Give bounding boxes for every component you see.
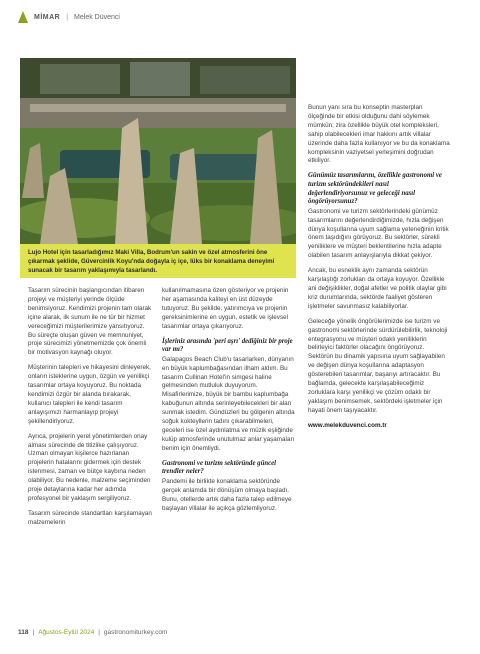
body-column-3 xyxy=(308,104,450,437)
column1-paragraph: Tasarım sürecinde standartları karşılamayan malzemelerin xyxy=(28,509,152,526)
hotel-villa-photo xyxy=(20,58,296,244)
page-number: 118 xyxy=(18,629,29,636)
section-title: MİMAR xyxy=(34,13,61,21)
column1-paragraph: Ayrıca, projelerin yerel yönetimlerden onay alması sürecinde de titizlike çalışıyoruz. Uzman olmayan kişilerce hazırlanan projelerin hatalarını gidermek için destek istenmesi, zaman ve bütçe kaybına neden olabiliyor. Bu nedenle, malzeme seçiminden proje detaylarına kadar her adımda profesyonel bir yaklaşım sergiliyoruz. xyxy=(28,432,151,502)
interview-question: İşleriniz arasında 'peri aşrı' dediğiniz bir proje var mı? xyxy=(162,337,293,354)
issue-date: Ağustos-Eylül 2024 xyxy=(38,629,95,636)
body-column-1 xyxy=(28,287,152,534)
column1-paragraph: Müşterinin talepleri ve hikayesini dinleyerek, onların isteklerine uygun, özgün ve yenilikçi tasarımlar ortaya koyuyoruz. Bu noktada kendimizi özgür bir alanda bırakarak, kullanıcı talepleri ile kendi tasarım anlayışımızı harmanlayıp projeyi şekillendiriyoruz. xyxy=(28,364,151,425)
interview-question: Gastronomi ve turizm sektöründe güncel trendler neler? xyxy=(162,459,277,476)
magazine-website[interactable]: gastronomiturkey.com xyxy=(103,629,168,636)
interview-question: Günümüz tasarımlarını, özellikle gastronomi ve turizm sektöründekileri nasıl değerlendiriyorsunuz ve geleceği nasıl öngörüyorsunuz? xyxy=(308,172,442,206)
header-separator: | xyxy=(66,13,69,21)
column3-paragraph: Bunun yanı sıra bu konseptin masterplan ölçeğinde bir etkisi olduğunu dahi söylemek mümkün; zira özellikle büyük otel kompleksleri, sahip olabilecekleri imar hakkını artık villalar üzerinde daha fazla kullanıyor ve bu da konaklama kompleksinin vaziyetsel yerleşimini doğrudan etkiliyor. xyxy=(308,104,450,165)
page-header xyxy=(18,11,120,23)
column2-paragraph: kullanılmamasına özen gösteriyor ve projenin her aşamasında kaliteyi en üst düzeyde tutuyoruz. Bu şekilde, yatırımcıya ve projenin gereksinimlerine en uygun, estetik ve işlevsel tasarımlar ortaya çıkarıyoruz. xyxy=(162,287,289,330)
column2-paragraph: Pandemi ile birlikte konaklama sektöründe gerçek anlamda bir dönüşüm olmaya başladı. Bunu, otellerde artık daha fazla talep edilmeye başlayan villalar ile açıkça gözlemliyoruz. xyxy=(162,477,292,512)
hotel-photo-illustration xyxy=(20,58,296,244)
column3-paragraph: Gastronomi ve turizm sektörlerindeki günümüz tasarımlarını değerlendirdiğimizde, hızla değişen dünya koşullarına uyum sağlama yeteneğinin kritik önem taşıdığını görüyoruz. Bu sektörler, sürekli yeniliklere ve müşteri beklentilerine hızla adapte olabilen tasarım anlayışlarıyla dikkat çekiyor. xyxy=(308,207,449,260)
footer-separator: | xyxy=(32,629,35,636)
body-column-2 xyxy=(162,287,296,520)
column1-paragraph: Tasarım sürecinin başlangıcından itibaren projeyi ve müşteriyi yerinde ölçüde benimsiyoruz. Kendimizi projenin tam olarak içine alarak, ilk sunum ile ne tür bir hizmet vereceğimizi müşterilerimize yansıtıyoruz. Bu süreçte oluşan güven ve memnuniyet, proje sürecimizi yönetmemizde çok önemli bir motivasyon kaynağı oluyor. xyxy=(28,287,152,357)
photo-caption: Lujo Hotel için tasarladığımız Maki Villa, Bodrum'un sakin ve özel atmosferini öne çıkarmak şeklide, Güvercinlik Koyu'nda doğayla iç içe, lüks bir konaklama deneyimi sunacak bir tasarım yaklaşımıyla tasarlandı. xyxy=(20,244,296,278)
footer-separator: | xyxy=(98,629,100,636)
header-author: Melek Düvenci xyxy=(74,13,120,21)
column2-paragraph: Galapagos Beach Club'u tasarlarken, dünyanın en büyük kaplumbağasından ilham aldım. Bu tasarım Cullinan Hotel'in simgesi haline gelmesinden mutluluk duyuyorum. Misafirlerimize, büyük bir bambu kaplumbağa kabuğunun altında serinleyebilecekleri bir alan sunmak istedim. Gündüzleri bu gölgenin altında soğuk kokteyllerin tadını çıkarabilmeleri, geceleri ise özel aydınlatma ve müzik eşliğinde kulüp atmosferinde unutulmaz anlar yaşamaları benim için önemliydi. xyxy=(162,355,295,452)
column3-paragraph: Geleceğe yönelik öngörülerimizde ise turizm ve gastronomi sektörlerinde sürdürülebilirlik, teknoloji entegrasyonu ve müşteri odaklı yeniliklerin belirleyici faktörler olacağını öngörüyoruz. Sektörün bu dinamik yapısına uyum sağlayabilen ve değişen dünya koşullarına adaptasyon gösterebilen tasarımlar, başarıyı artıracaktır. Bu bağlamda, gelecekte karşılaşabileceğimiz zorluklara karşı yenilikçi ve çözüm odaklı bir yaklaşım benimsemek, sektördeki işletmeler için hayati önem taşıyacaktır. xyxy=(308,317,448,414)
page-footer xyxy=(18,629,167,636)
section-logo-icon xyxy=(18,11,28,23)
column3-paragraph: Ancak, bu esneklik aynı zamanda sektörün karşılaştığı zorlukları da ortaya koyuyor. Özellikle ani değişiklikler, doğal afetler ve politik olaylar gibi kriz durumlarında, sektörde faaliyet gösteren işletmeler savunmasız kalabiliyorlar. xyxy=(308,267,447,310)
architect-website-link[interactable]: www.melekduvenci.com.tr xyxy=(308,421,387,429)
